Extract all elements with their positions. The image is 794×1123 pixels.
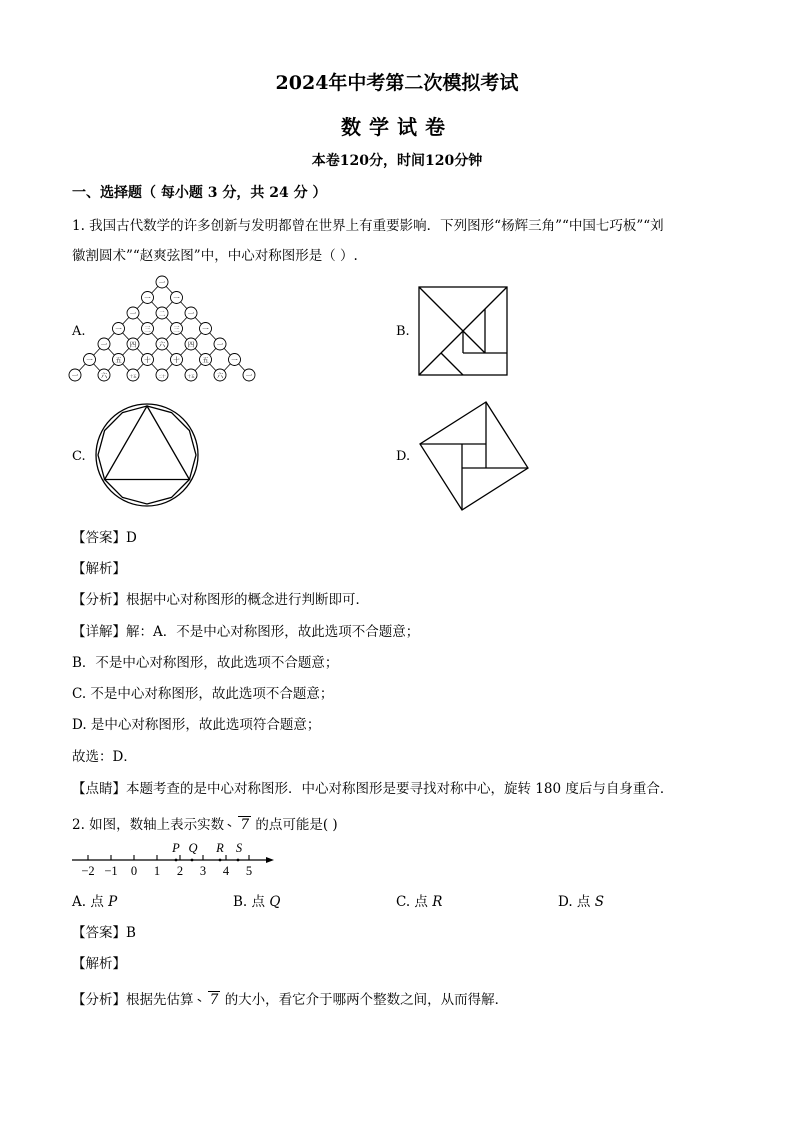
triangle-node-label: 一 <box>173 294 180 303</box>
liuhui-circle-figure <box>94 402 200 508</box>
triangle-node-label: 四 <box>187 340 195 349</box>
point-p-label: P <box>172 841 180 855</box>
number-line <box>70 838 280 880</box>
q2-option-d: D. 点 S <box>558 894 604 910</box>
triangle-node-label: 一 <box>202 325 209 334</box>
choose-line: 故选：D． <box>72 749 137 765</box>
sqrt-seven-2 <box>198 992 221 1008</box>
xiangjie-tag: 【详解】 <box>72 624 126 640</box>
radicand-2: 7 <box>209 992 219 1008</box>
triangle-node-label: 一 <box>115 325 122 334</box>
q2-fenxi-after: 的大小，看它介于哪两个整数之间，从而得解． <box>224 992 509 1008</box>
option-a-label: A. <box>72 324 86 339</box>
section-heading: 一、选择题（ 每小题 3 分，共 24 分 ） <box>72 185 327 201</box>
answer-tag: 【答案】 <box>72 530 126 546</box>
triangle-node-label: 四 <box>129 340 137 349</box>
option-c-label: C. <box>72 449 86 464</box>
analysis-tag: 【解析】 <box>72 561 126 577</box>
line-d: D. 是中心对称图形，故此选项符合题意； <box>72 717 321 733</box>
q2-fenxi-before: 根据先估算 <box>126 992 194 1008</box>
xiangjie-text: 解：A．不是中心对称图形，故此选项不合题意； <box>126 624 420 640</box>
point-r-label: R <box>216 841 224 855</box>
answer-value: D <box>126 530 137 546</box>
q1-stem-line2: 徽割圆术”“赵爽弦图”中，中心对称图形是（ ）. <box>72 248 358 264</box>
q2-option-c: C. 点 R <box>396 894 443 910</box>
triangle-node-label: 二 <box>158 309 166 318</box>
option-b-label: B. <box>396 324 410 339</box>
subject-title: 数学试卷 <box>341 115 453 139</box>
tick-label: 5 <box>245 864 253 878</box>
tick-label: −2 <box>81 864 95 878</box>
tick-label: 3 <box>199 864 207 878</box>
triangle-node-label: 十五 <box>187 374 195 379</box>
yanghui-triangle-figure <box>71 274 253 386</box>
fenxi-text: 根据中心对称图形的概念进行判断即可． <box>126 592 369 608</box>
tick-label: −1 <box>104 864 118 878</box>
dianjing-tag: 【点睛】 <box>72 781 126 797</box>
q1-stem-line1: 1. 我国古代数学的许多创新与发明都曾在世界上有重要影响．下列图形“杨辉三角”“中国七巧板”“刘 <box>72 218 664 234</box>
triangle-node-label: 一 <box>216 340 224 349</box>
q2-fenxi <box>72 988 508 1008</box>
tick-label: 4 <box>222 864 230 878</box>
triangle-node-label: 六 <box>158 340 166 349</box>
exam-info: 本卷120分，时间120分钟 <box>311 153 483 169</box>
tangram-figure <box>418 286 508 376</box>
q2-option-a: A. 点 P <box>72 894 118 910</box>
tick-label: 1 <box>153 864 161 878</box>
radicand: 7 <box>240 817 250 833</box>
triangle-node-label: 三 <box>144 325 151 334</box>
dianjing-text: 本题考查的是中心对称图形．中心对称图形是要寻找对称中心，旋转 180 度后与自身重合． <box>126 781 674 797</box>
zhaoshuang-figure <box>418 400 530 512</box>
triangle-node-label: 一 <box>71 371 79 380</box>
triangle-node-label: 一 <box>245 371 253 380</box>
triangle-node-label: 十 <box>144 356 151 365</box>
triangle-node-label: 五 <box>202 356 209 365</box>
point-s-label: S <box>235 841 243 855</box>
triangle-node-label: 十 <box>173 356 180 365</box>
tick-label: 0 <box>130 864 138 878</box>
q2-option-b: B. 点 Q <box>233 894 281 910</box>
triangle-node-label: 六 <box>216 371 224 380</box>
point-q-label: Q <box>188 841 198 855</box>
q2-answer-value: B <box>126 925 136 941</box>
line-c: C. 不是中心对称图形，故此选项不合题意； <box>72 686 334 702</box>
q2-answer-tag: 【答案】 <box>72 925 126 941</box>
q2-stem-before: 2. 如图，数轴上表示实数 <box>72 817 225 833</box>
line-b: B．不是中心对称图形，故此选项不合题意； <box>72 655 339 671</box>
q2-stem-after: 的点可能是( ) <box>255 817 338 833</box>
tick-label: 2 <box>176 864 184 878</box>
fenxi-tag: 【分析】 <box>72 592 126 608</box>
triangle-node-label: 一 <box>158 278 166 287</box>
triangle-node-label: 五 <box>115 356 122 365</box>
option-d-label: D. <box>396 449 411 464</box>
triangle-node-label: 十五 <box>129 374 137 379</box>
triangle-node-label: 一 <box>129 309 137 318</box>
q2-analysis-tag: 【解析】 <box>72 956 126 972</box>
exam-title: 2024年中考第二次模拟考试 <box>275 72 519 94</box>
triangle-node-label: 一 <box>231 356 238 365</box>
triangle-node-label: 三 <box>173 325 180 334</box>
triangle-node-label: 一 <box>187 309 195 318</box>
triangle-node-label: 一 <box>100 340 108 349</box>
q2-fenxi-tag: 【分析】 <box>72 992 126 1008</box>
sqrt-seven <box>228 817 251 833</box>
triangle-node-label: 六 <box>100 371 108 380</box>
triangle-node-label: 一 <box>86 356 93 365</box>
triangle-node-label: 二十 <box>158 374 166 379</box>
triangle-node-label: 一 <box>144 294 151 303</box>
q2-stem <box>72 813 338 833</box>
